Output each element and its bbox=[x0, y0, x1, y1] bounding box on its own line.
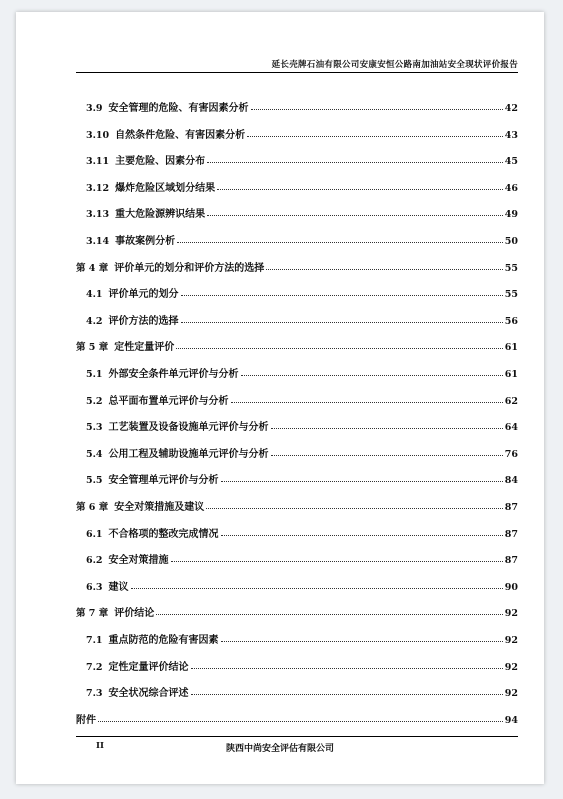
toc-entry-page: 92 bbox=[504, 661, 518, 673]
toc-entry-title: 安全管理单元评价与分析 bbox=[108, 475, 219, 487]
toc-entry-title: 不合格项的整改完成情况 bbox=[108, 528, 219, 540]
toc-entry[interactable] bbox=[76, 285, 518, 299]
toc-entry-number: 6.1 bbox=[86, 528, 103, 540]
toc-dot-leader bbox=[247, 135, 503, 137]
toc-entry[interactable] bbox=[76, 445, 518, 459]
toc-entry-page: 43 bbox=[504, 129, 518, 141]
toc-dot-leader bbox=[206, 507, 503, 509]
toc-entry-title: 安全状况综合评述 bbox=[108, 688, 189, 700]
toc-dot-leader bbox=[171, 560, 503, 562]
toc-entry-number: 7.3 bbox=[86, 688, 103, 700]
toc-entry[interactable] bbox=[76, 631, 518, 645]
toc-entry[interactable] bbox=[76, 338, 518, 352]
toc-entry-page: 61 bbox=[504, 369, 518, 380]
toc-entry-title: 评价结论 bbox=[114, 608, 155, 620]
toc-entry[interactable] bbox=[76, 551, 518, 565]
toc-entry-number: 5.1 bbox=[86, 369, 103, 380]
toc-entry-title: 定性定量评价 bbox=[114, 342, 175, 354]
toc-entry-number: 7.2 bbox=[86, 661, 103, 673]
toc-entry-page: 90 bbox=[504, 581, 518, 593]
toc-dot-leader bbox=[156, 613, 503, 615]
toc-entry-page: 87 bbox=[504, 555, 518, 567]
toc-dot-leader bbox=[207, 214, 503, 216]
toc-entry-title: 评价单元的划分 bbox=[108, 289, 179, 301]
toc-entry[interactable] bbox=[76, 259, 518, 273]
toc-entry-page: 76 bbox=[504, 448, 518, 460]
toc-dot-leader bbox=[98, 720, 503, 722]
toc-entry-title: 建议 bbox=[108, 581, 129, 593]
toc-entry-page: 49 bbox=[504, 209, 518, 221]
toc-entry-number: 5.3 bbox=[86, 422, 103, 434]
toc-entry-number: 6.2 bbox=[86, 555, 103, 567]
toc-entry[interactable] bbox=[76, 99, 518, 113]
toc-entry-title: 评价单元的划分和评价方法的选择 bbox=[114, 262, 265, 274]
toc-entry-title: 评价方法的选择 bbox=[108, 315, 179, 327]
toc-entry[interactable] bbox=[76, 578, 518, 592]
toc-entry-page: 64 bbox=[504, 422, 518, 434]
page-number: II bbox=[96, 741, 104, 751]
toc-entry[interactable] bbox=[76, 152, 518, 166]
toc-entry[interactable] bbox=[76, 126, 518, 140]
toc-dot-leader bbox=[271, 427, 503, 429]
toc-entry-title: 定性定量评价结论 bbox=[108, 661, 189, 673]
toc-entry-page: 42 bbox=[504, 103, 518, 114]
toc-entry-number: 第 5 章 bbox=[76, 342, 109, 354]
running-header: 延长壳牌石油有限公司安康安恒公路南加油站安全现状评价报告 bbox=[271, 60, 518, 70]
toc-entry[interactable] bbox=[76, 658, 518, 672]
toc-dot-leader bbox=[207, 161, 503, 163]
toc-entry-number: 3.11 bbox=[86, 156, 110, 168]
toc-entry[interactable] bbox=[76, 418, 518, 432]
toc-dot-leader bbox=[221, 480, 503, 482]
toc-entry-number: 3.10 bbox=[86, 129, 110, 141]
toc-dot-leader bbox=[191, 693, 503, 695]
toc-entry[interactable] bbox=[76, 365, 518, 379]
toc-dot-leader bbox=[191, 667, 503, 669]
toc-entry-title: 事故案例分析 bbox=[115, 236, 176, 247]
toc-entry-number: 5.4 bbox=[86, 448, 103, 460]
toc-entry-page: 94 bbox=[504, 714, 518, 726]
toc-entry[interactable] bbox=[76, 684, 518, 698]
toc-entry-page: 55 bbox=[504, 262, 518, 274]
footer-company: 陕西中尚安全评估有限公司 bbox=[225, 744, 334, 754]
toc-entry-page: 87 bbox=[504, 528, 518, 540]
toc-entry[interactable] bbox=[76, 312, 518, 326]
toc-entry-page: 61 bbox=[504, 342, 518, 354]
toc-entry-page: 55 bbox=[504, 289, 518, 301]
toc-dot-leader bbox=[221, 640, 503, 642]
toc-entry[interactable] bbox=[76, 205, 518, 219]
toc-entry-title: 主要危险、因素分布 bbox=[115, 156, 206, 168]
toc-entry[interactable] bbox=[76, 471, 518, 485]
toc-entry-number: 5.5 bbox=[86, 475, 103, 487]
footer-rule bbox=[76, 736, 518, 737]
toc-entry-number: 第 6 章 bbox=[76, 502, 109, 513]
toc-entry-title: 爆炸危险区域划分结果 bbox=[115, 182, 216, 194]
toc-entry-page: 92 bbox=[504, 635, 518, 646]
toc-entry[interactable] bbox=[76, 179, 518, 193]
document-page bbox=[16, 12, 544, 784]
toc-entry-number: 5.2 bbox=[86, 395, 103, 407]
toc-entry-page: 50 bbox=[504, 236, 518, 247]
toc-entry[interactable] bbox=[76, 604, 518, 618]
toc-entry[interactable] bbox=[76, 232, 518, 246]
toc-dot-leader bbox=[241, 374, 503, 376]
toc-entry[interactable] bbox=[76, 498, 518, 512]
toc-entry[interactable] bbox=[76, 392, 518, 406]
toc-dot-leader bbox=[217, 188, 503, 190]
toc-entry-title: 重点防范的危险有害因素 bbox=[108, 635, 219, 646]
toc-entry-page: 84 bbox=[504, 475, 518, 487]
toc-dot-leader bbox=[231, 401, 503, 403]
toc-dot-leader bbox=[131, 587, 503, 589]
toc-entry-number: 3.9 bbox=[86, 103, 103, 114]
toc-entry-page: 62 bbox=[504, 395, 518, 407]
toc-entry-page: 87 bbox=[504, 502, 518, 513]
toc-entry-title: 工艺装置及设备设施单元评价与分析 bbox=[108, 422, 269, 434]
toc-entry-number: 4.2 bbox=[86, 315, 103, 327]
toc-dot-leader bbox=[221, 534, 503, 536]
toc-entry-number: 第 7 章 bbox=[76, 608, 109, 620]
toc-entry-page: 92 bbox=[504, 608, 518, 620]
toc-entry-number: 3.12 bbox=[86, 182, 110, 194]
toc-dot-leader bbox=[177, 241, 503, 243]
toc-entry-number: 4.1 bbox=[86, 289, 103, 301]
toc-entry-page: 45 bbox=[504, 156, 518, 168]
toc-entry[interactable] bbox=[76, 711, 518, 725]
toc-entry-title: 安全对策措施及建议 bbox=[114, 502, 205, 513]
toc-dot-leader bbox=[181, 321, 503, 323]
toc-dot-leader bbox=[176, 347, 503, 349]
toc-entry-title: 外部安全条件单元评价与分析 bbox=[108, 369, 239, 380]
toc-entry-number: 7.1 bbox=[86, 635, 103, 646]
toc-entry-title: 附件 bbox=[76, 714, 96, 726]
toc-entry-title: 自然条件危险、有害因素分析 bbox=[115, 129, 246, 141]
toc-entry[interactable] bbox=[76, 525, 518, 539]
toc-entry-number: 3.14 bbox=[86, 236, 110, 247]
toc-entry-page: 92 bbox=[504, 688, 518, 700]
toc-dot-leader bbox=[251, 108, 503, 110]
toc-entry-number: 第 4 章 bbox=[76, 262, 109, 274]
toc-entry-title: 总平面布置单元评价与分析 bbox=[108, 395, 229, 407]
toc-entry-number: 6.3 bbox=[86, 581, 103, 593]
header-rule bbox=[76, 72, 518, 73]
toc-entry-number: 3.13 bbox=[86, 209, 110, 221]
toc-entry-title: 公用工程及辅助设施单元评价与分析 bbox=[108, 448, 269, 460]
toc-entry-page: 56 bbox=[504, 315, 518, 327]
toc-entry-page: 46 bbox=[504, 182, 518, 194]
toc-dot-leader bbox=[181, 294, 503, 296]
toc-entry-title: 安全管理的危险、有害因素分析 bbox=[108, 103, 249, 114]
toc-dot-leader bbox=[271, 454, 503, 456]
toc-entry-title: 重大危险源辨识结果 bbox=[115, 209, 206, 221]
toc-entry-title: 安全对策措施 bbox=[108, 555, 169, 567]
toc-dot-leader bbox=[266, 268, 503, 270]
